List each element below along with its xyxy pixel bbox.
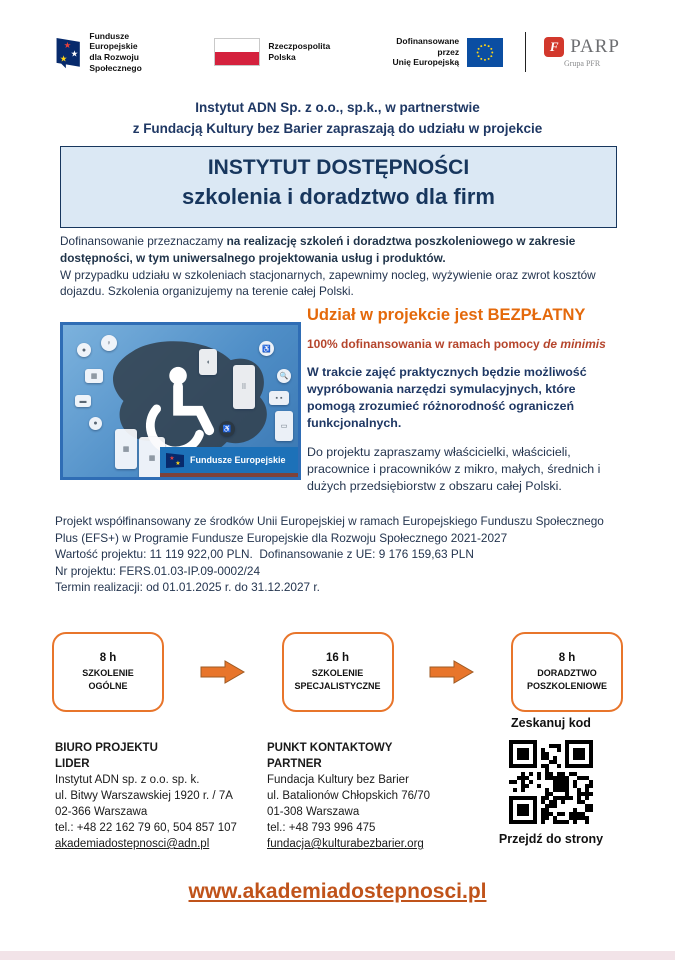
website-link[interactable]: www.akademiadostepnosci.pl xyxy=(188,880,487,903)
website-row xyxy=(0,880,675,904)
step-box-post-training-advisory: 8 h DORADZTWO POSZKOLENIOWE xyxy=(511,632,623,712)
parp-logo xyxy=(544,36,620,68)
device-icon: ● xyxy=(89,417,102,430)
eu-funds-label: Fundusze Europejskie dla Rozwoju Społecznego xyxy=(89,30,142,73)
project-title: INSTYTUT DOSTĘPNOŚCI xyxy=(207,156,470,179)
parp-subtitle: Grupa PFR xyxy=(563,59,601,68)
parp-badge-icon: F xyxy=(544,37,564,57)
svg-text:★: ★ xyxy=(63,40,72,51)
free-participation-title: Udział w projekcie jest BEZPŁATNY xyxy=(307,306,586,324)
mobile-icon: ▭ xyxy=(275,411,293,441)
qr-section xyxy=(482,716,620,852)
project-info-term: Termin realizacji: od 01.01.2025 r. do 31.12.2027 r. xyxy=(55,580,320,595)
partner-street: ul. Batalionów Chłopskich 76/70 xyxy=(267,790,431,802)
partner-heading-1: PUNKT KONTAKTOWY xyxy=(267,742,393,754)
device-icon: ▬ xyxy=(75,395,91,407)
project-info-value: Wartość projektu: 11 119 922,00 PLN. Dofinansowanie z UE: 9 176 159,63 PLN xyxy=(55,547,474,562)
benefits-paragraph-1: W trakcie zajęć praktycznych będzie możliwość wypróbowania narzędzi symulacyjnych, które pomogą zrozumieć różnorodność ograniczeń funkcjonalnych. xyxy=(307,365,587,430)
photo-banner-flag-icon xyxy=(165,451,185,469)
contact-partner xyxy=(267,716,482,852)
device-icon: ♿ xyxy=(259,341,274,356)
qr-goto-label: Przejdź do strony xyxy=(498,832,604,846)
promo-image xyxy=(60,322,301,480)
logo-divider xyxy=(525,32,526,72)
qr-code xyxy=(509,740,593,824)
bottom-bar xyxy=(0,951,675,960)
project-info-number: Nr projektu: FERS.01.03-IP.09-0002/24 xyxy=(55,563,261,578)
phone-icon: ▦ xyxy=(115,429,137,469)
eu-cofunded-label: Dofinansowane przez Unię Europejską xyxy=(392,36,460,68)
partner-name: Fundacja Kultury bez Barier xyxy=(267,774,409,786)
qr-scan-label: Zeskanuj kod xyxy=(511,716,591,730)
project-info xyxy=(55,513,620,596)
step-box-specialist-training: 16 h SZKOLENIE SPECJALISTYCZNE xyxy=(282,632,394,712)
contacts-section xyxy=(55,716,620,852)
svg-text:★: ★ xyxy=(175,461,181,467)
office-email-link[interactable]: akademiadostepnosci@adn.pl xyxy=(55,838,210,850)
eu-funds-logo xyxy=(55,31,170,74)
step-box-general-training: 8 h SZKOLENIE OGÓLNE xyxy=(52,632,164,712)
office-street: ul. Bitwy Warszawskiej 1920 r. / 7A xyxy=(55,790,233,802)
braille-panel-icon: ⠿ xyxy=(233,365,255,409)
photo-banner xyxy=(160,447,298,473)
benefits-paragraph-2: Do projektu zapraszamy właścicielki, właścicieli, pracownice i pracowników z mikro, małych, średnich i dużych przedsiębiorstw z obszaru całej Polski. xyxy=(307,445,601,493)
process-steps xyxy=(52,631,623,713)
definancing-note: 100% dofinansowania w ramach pomocy de minimis xyxy=(307,337,606,351)
project-subtitle: szkolenia i doradztwo dla firm xyxy=(182,184,495,209)
poland-logo xyxy=(214,38,330,66)
partner-phone: tel.: +48 793 996 475 xyxy=(267,822,376,834)
partner-heading-2: PARTNER xyxy=(267,758,322,770)
device-icon: ▦ xyxy=(85,369,103,383)
office-heading-1: BIURO PROJEKTU xyxy=(55,742,158,754)
eu-cofunded-logo xyxy=(388,36,503,68)
description-rest: W przypadku udziału w szkoleniach stacjonarnych, zapewnimy nocleg, wyżywienie oraz zwrot kosztów dojazdu. Szkolenia organizujemy na terenie całej Polski. xyxy=(60,267,596,299)
benefits-column xyxy=(307,306,622,495)
device-icon: ● xyxy=(77,343,91,357)
office-phone: tel.: +48 22 162 79 60, 504 857 107 xyxy=(55,822,237,834)
flow-arrow-icon xyxy=(429,659,475,685)
device-icon: ▪ ▪ xyxy=(269,391,289,405)
hearing-device-icon: ◖ xyxy=(199,349,217,375)
description xyxy=(60,233,620,300)
partner-city: 01-308 Warszawa xyxy=(267,806,360,818)
intro-line-2: z Fundacją Kultury bez Barier zapraszają do udziału w projekcie xyxy=(132,121,543,136)
wheelchair-badge-icon: ♿ xyxy=(219,421,235,437)
eu-funds-flag-icon xyxy=(55,31,81,73)
svg-text:★: ★ xyxy=(169,456,175,462)
keypad-phone-icon: ▦ xyxy=(139,437,165,479)
photo-banner-strip xyxy=(160,473,298,477)
office-city: 02-366 Warszawa xyxy=(55,806,148,818)
description-lead: Dofinansowanie przeznaczamy na realizację szkoleń i doradztwa poszkoleniowego w zakresie dostępności, w tym uniwersalnego projektowania usług i produktów. xyxy=(60,234,576,265)
flow-arrow-icon xyxy=(200,659,246,685)
svg-text:★: ★ xyxy=(70,48,79,59)
office-name: Instytut ADN sp. z o.o. sp. k. xyxy=(55,774,200,786)
parp-name: PARP xyxy=(570,36,620,57)
search-icon: 🔍 xyxy=(277,369,291,383)
office-heading-2: LIDER xyxy=(55,758,90,770)
device-icon: ♀ xyxy=(101,335,117,351)
photo-banner-label: Fundusze Europejskie xyxy=(190,455,286,465)
title-box xyxy=(60,146,617,228)
svg-text:★: ★ xyxy=(59,53,68,64)
intro-line-1: Instytut ADN Sp. z o.o., sp.k., w partnerstwie xyxy=(195,100,480,115)
intro-heading xyxy=(0,97,675,139)
poland-flag-icon xyxy=(214,38,260,66)
partner-email-link[interactable]: fundacja@kulturabezbarier.org xyxy=(267,838,424,850)
eu-flag-icon xyxy=(467,38,503,67)
project-info-financing: Projekt współfinansowany ze środków Unii Europejskiej w ramach Europejskiego Funduszu Społecznego Plus (EFS+) w Programie Fundusze Europejskie dla Rozwoju Społecznego 2021-2027 xyxy=(55,514,604,545)
logo-bar xyxy=(55,24,620,80)
contact-office xyxy=(55,716,267,852)
poland-label: Rzeczpospolita Polska xyxy=(268,41,331,62)
